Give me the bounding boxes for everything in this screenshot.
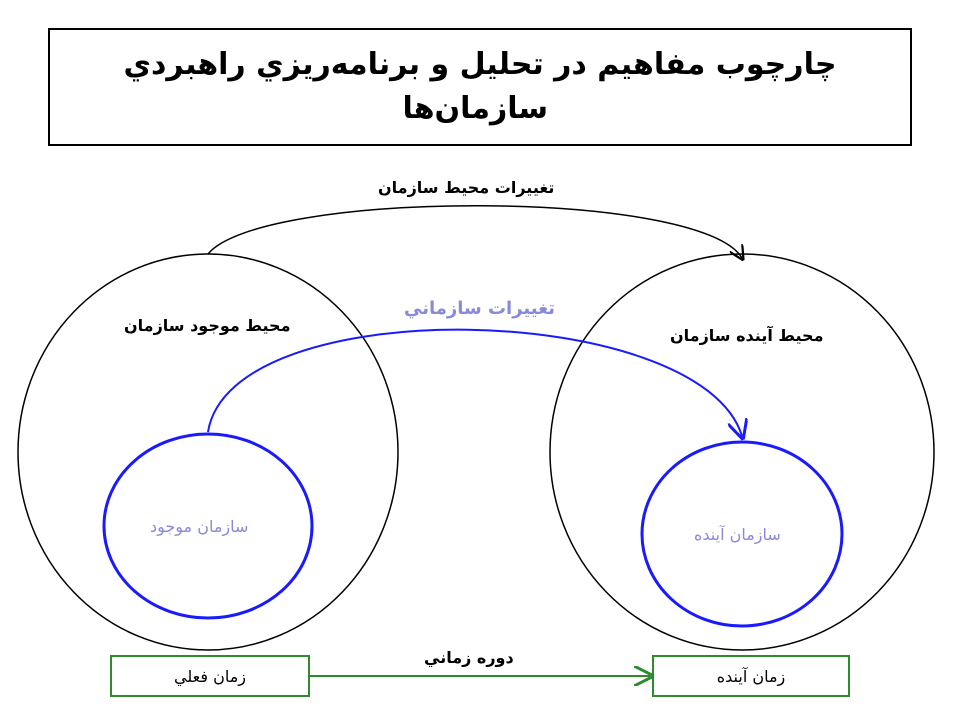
- title-line-1: چارچوب مفاهيم در تحليل و برنامه‌ريزي راهبردي: [123, 47, 837, 82]
- current-environment-circle: [18, 254, 398, 650]
- current-time-label: زمان فعلي: [174, 666, 247, 686]
- time-period-label: دوره زماني: [424, 648, 514, 667]
- future-organization-label: سازمان آينده: [694, 525, 781, 544]
- current-time-box: [110, 655, 310, 697]
- title-line-2: سازمان‌ها: [402, 91, 548, 126]
- future-time-box: [652, 655, 850, 697]
- future-environment-circle: [550, 254, 934, 650]
- future-environment-label: محيط آينده سازمان: [670, 326, 824, 345]
- current-environment-label: محيط موجود سازمان: [124, 316, 291, 335]
- title-box: [48, 28, 912, 146]
- organizational-change-label: تغييرات سازماني: [404, 298, 556, 319]
- future-time-label: زمان آينده: [716, 666, 786, 686]
- current-organization-label: سازمان موجود: [150, 517, 249, 536]
- organizational-change-arrow: [208, 330, 742, 436]
- environment-change-label: تغييرات محيط سازمان: [378, 178, 555, 197]
- environment-change-arrow: [208, 206, 742, 258]
